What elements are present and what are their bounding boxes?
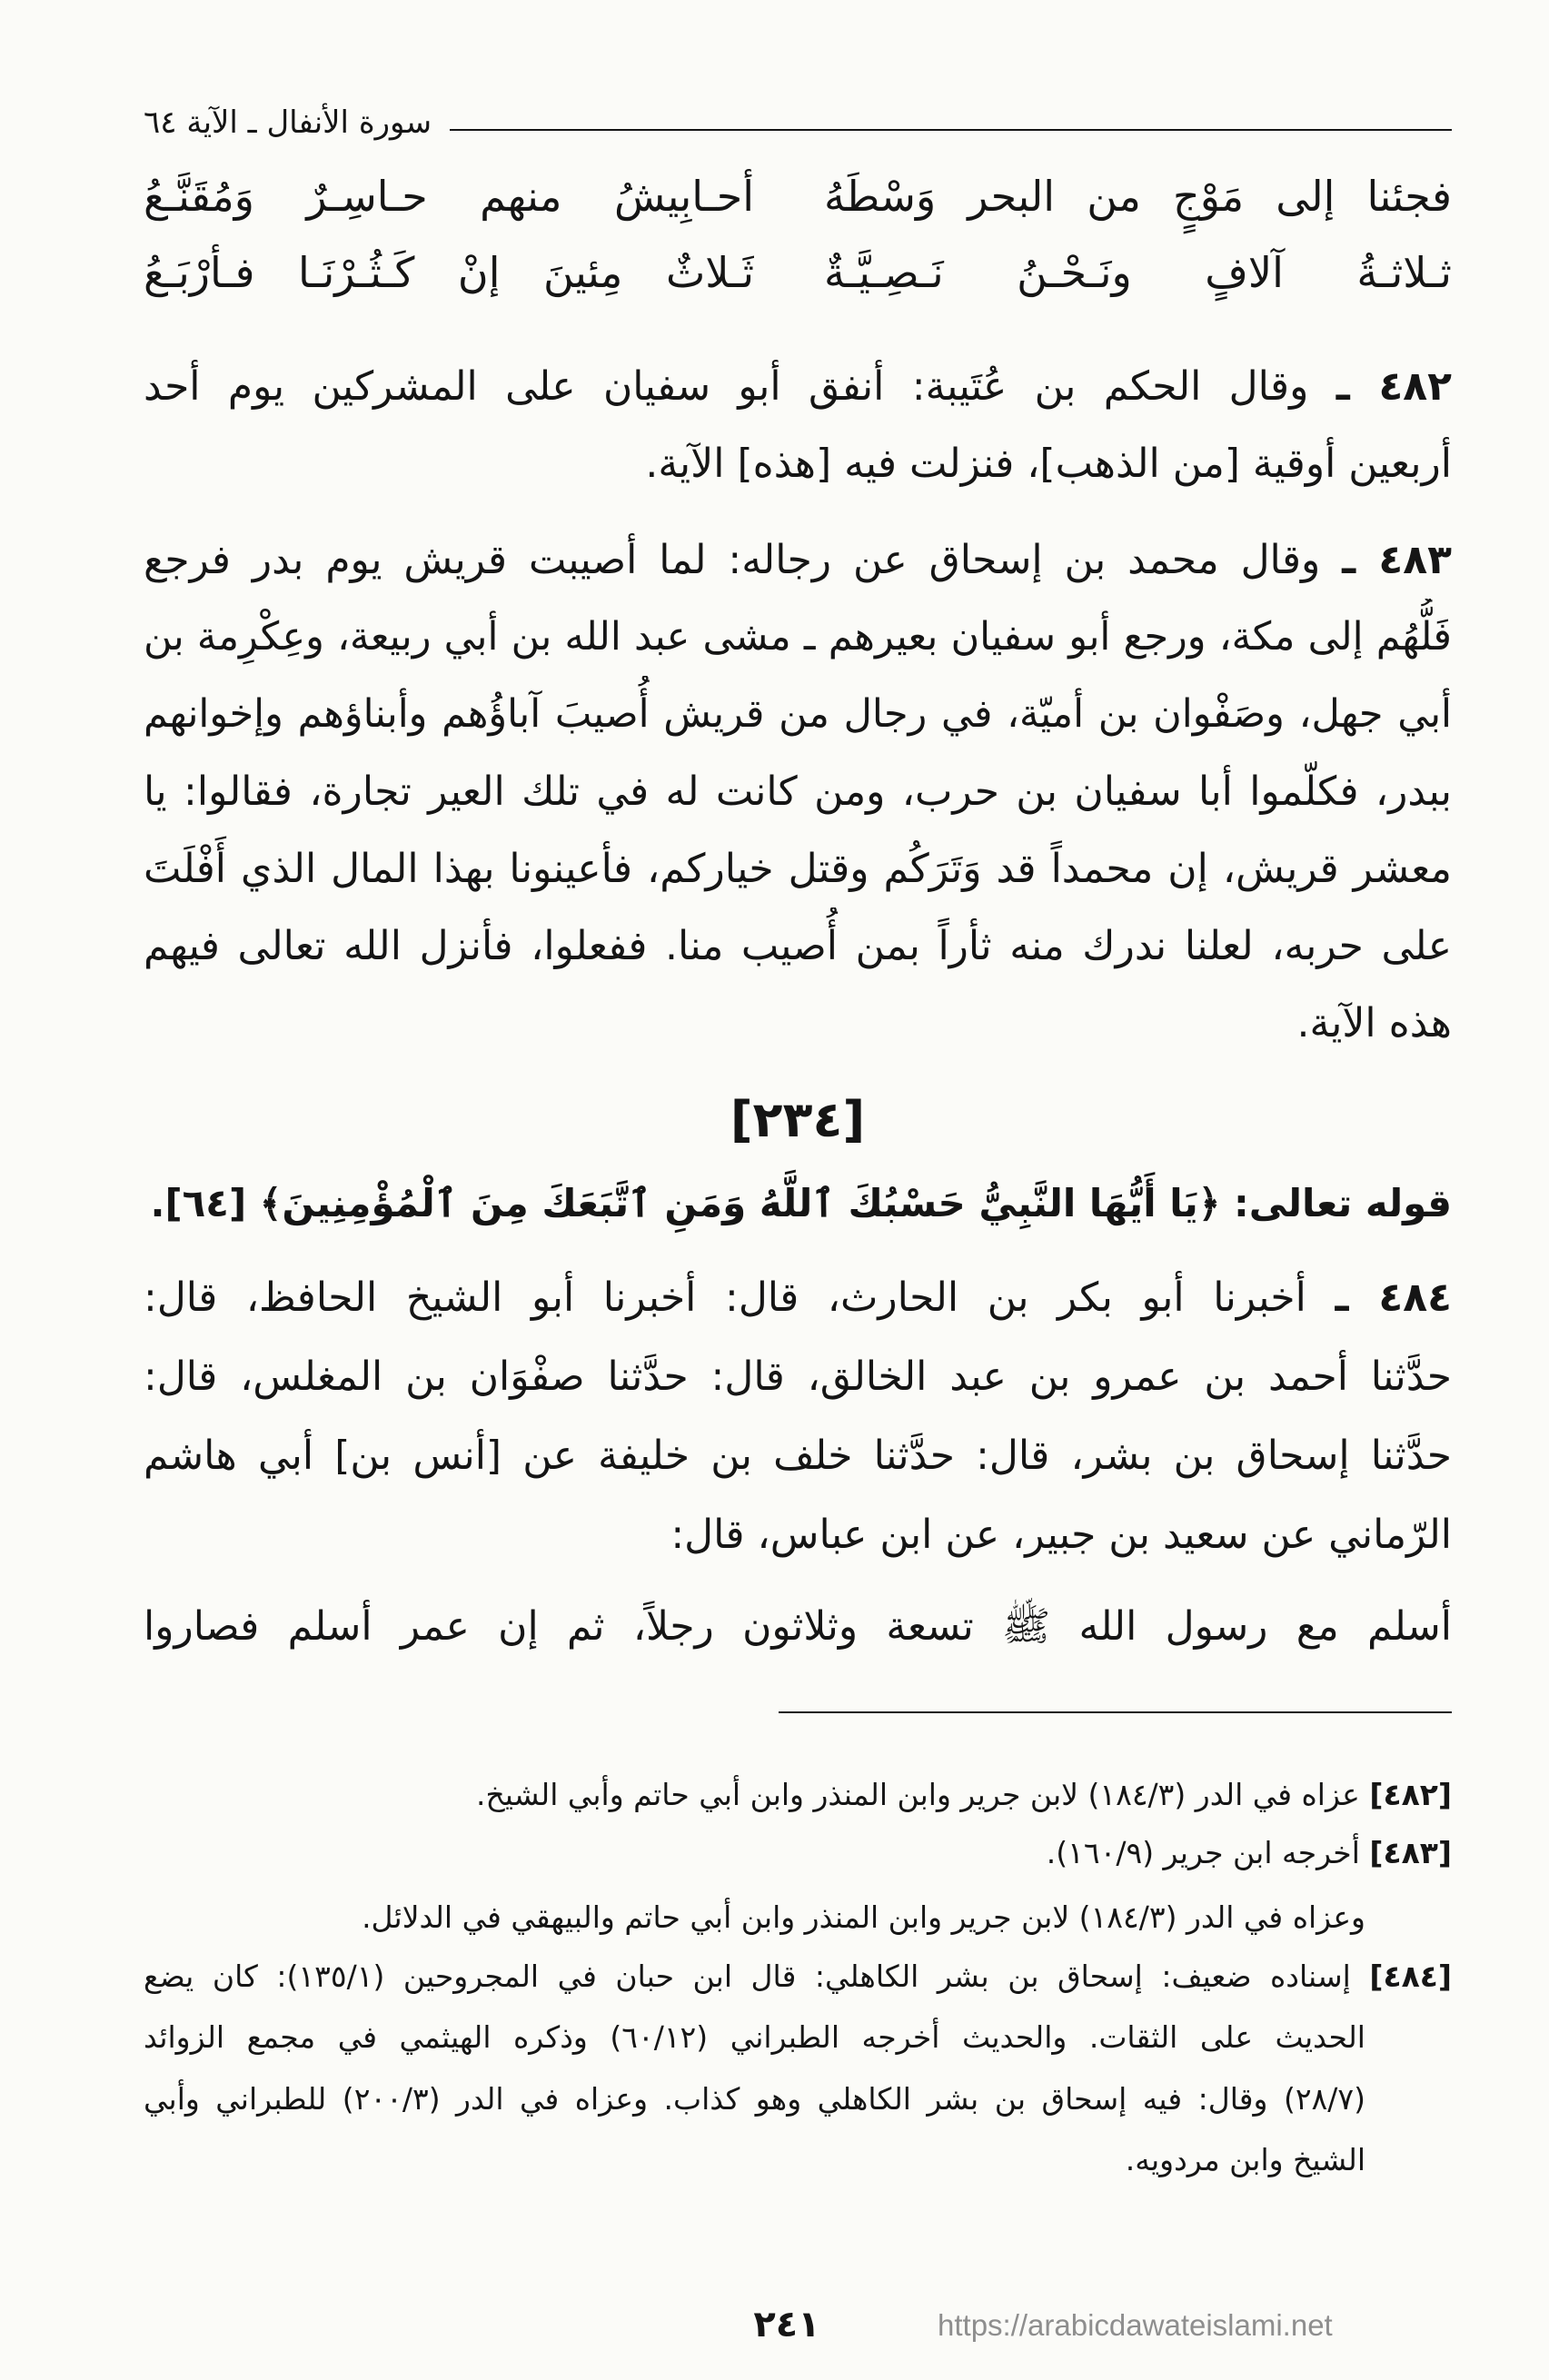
report-number: ٤٨٢ ـ	[1336, 363, 1452, 410]
report-483-line-6: على حربه، لعلنا ندرك منه ثأراً بمن أُصيب منا. ففعلوا، فأنزل الله تعالى فيهم	[144, 923, 1452, 969]
poem-verse-1-first-hemistich: فجئنا إلى مَوْجٍ من البحر وَسْطَهُ	[824, 172, 1452, 221]
footnote-484-line-1	[144, 1947, 1452, 2007]
report-483-line-4: ببدر، فكلّموا أبا سفيان بن حرب، ومن كانت له في تلك العير تجارة، فقالوا: يا	[144, 769, 1452, 815]
running-header-title: سورة الأنفال ـ الآية ٦٤	[144, 104, 432, 141]
report-483-line-7: هذه الآية.	[1296, 1000, 1452, 1046]
running-header-rule	[450, 129, 1452, 131]
poem-verse-1-second-hemistich: أحـابِيشُ منهم حـاسِـرٌ وَمُقَنَّـعُ	[144, 172, 754, 221]
report-483-line-5: معشر قريش، إن محمداً قد وَتَرَكُم وقتل خياركم، فأعينونا بهذا المال الذي أَفْلَتَ	[144, 846, 1452, 892]
footnote-separator	[779, 1711, 1452, 1713]
report-483-line-3: أبي جهل، وصَفْوان بن أميّة، في رجال من قريش أُصيبَ آباؤُهم وأبناؤهم وإخوانهم	[144, 691, 1452, 737]
footnote-ref: [٤٨٤]	[1369, 1959, 1452, 1994]
footnote-483-line-2: وعزاه في الدر (١٨٤/٣) لابن جرير وابن المنذر وابن أبي حاتم والبيهقي في الدلائل.	[362, 1899, 1365, 1935]
report-text: وقال الحكم بن عُتَيبة: أنفق أبو سفيان على المشركين يوم أحد	[144, 363, 1309, 410]
footnote-ref: [٤٨٢]	[1369, 1777, 1452, 1812]
report-number: ٤٨٤ ـ	[1335, 1274, 1452, 1321]
hadith-text-line: أسلم مع رسول الله ﷺ تسعة وثلاثون رجلاً، ثم إن عمر أسلم فصاروا	[144, 1603, 1452, 1650]
footnote-text: أخرجه ابن جرير (١٦٠/٩).	[1046, 1835, 1360, 1870]
quran-verse-line: قوله تعالى: ﴿يَا أَيُّهَا النَّبِيُّ حَسْبُكَ ٱللَّهُ وَمَنِ ٱتَّبَعَكَ مِنَ ٱلْمُؤْمِنِينَ﴾ [٦٤].	[150, 1181, 1452, 1225]
report-484-line-4: الرّماني عن سعيد بن جبير، عن ابن عباس، قال:	[670, 1512, 1452, 1558]
report-483-line-2: فَلُّهُم إلى مكة، ورجع أبو سفيان بعيرهم ـ مشى عبد الله بن أبي ربيعة، وعِكْرِمة بن	[144, 614, 1452, 659]
report-482-line-2: أربعين أوقية [من الذهب]، فنزلت فيه [هذه] الآية.	[645, 441, 1452, 487]
footnote-484-line-3: (٢٨/٧) وقال: فيه إسحاق بن بشر الكاهلي وهو كذاب. وعزاه في الدر (٢٠٠/٣) للطبراني وأبي	[144, 2081, 1365, 2117]
footnote-484-line-4: الشيخ وابن مردويه.	[1125, 2142, 1365, 2177]
report-text: وقال محمد بن إسحاق عن رجاله: لما أصيبت قريش يوم بدر فرجع	[144, 537, 1321, 583]
report-484-line-1	[144, 1259, 1452, 1336]
footnote-483-line-1	[144, 1823, 1452, 1883]
page-number: ٢٤١	[753, 2304, 820, 2345]
report-text: أخبرنا أبو بكر بن الحارث، قال: أخبرنا أبو الشيخ الحافظ، قال:	[144, 1274, 1306, 1321]
report-number: ٤٨٣ ـ	[1342, 537, 1452, 583]
footnote-text: إسناده ضعيف: إسحاق بن بشر الكاهلي: قال ابن حبان في المجروحين (١٣٥/١): كان يضع	[144, 1959, 1351, 1994]
running-header	[144, 96, 1452, 149]
footnote-482-line-1	[144, 1765, 1452, 1825]
report-484-line-3: حدَّثنا إسحاق بن بشر، قال: حدَّثنا خلف بن خليفة عن [أنس بن] أبي هاشم	[144, 1433, 1452, 1479]
footnote-text: عزاه في الدر (١٨٤/٣) لابن جرير وابن المنذر وابن أبي حاتم وأبي الشيخ.	[475, 1777, 1360, 1812]
section-number: [٢٣٤]	[730, 1091, 866, 1148]
footnote-ref: [٤٨٣]	[1369, 1835, 1452, 1870]
footnote-484-line-2: الحديث على الثقات. والحديث أخرجه الطبراني (٦٠/١٢) وذكره الهيثمي في مجمع الزوائد	[144, 2019, 1365, 2055]
report-482-line-1	[144, 348, 1452, 425]
poem-verse-2-second-hemistich: ثَـلاثٌ مِئينَ إنْ كَـثُـرْنَـا فـأرْبَـعُ	[144, 248, 754, 297]
report-484-line-2: حدَّثنا أحمد بن عمرو بن عبد الخالق، قال: حدَّثنا صفْوَان بن المغلس، قال:	[144, 1354, 1452, 1400]
poem-verse-2-first-hemistich: ثـلاثـةُ آلافٍ ونَـحْـنُ نَـصِـيَّـةٌ	[824, 248, 1452, 297]
watermark-url: https://arabicdawateislami.net	[938, 2308, 1333, 2342]
report-483-line-1	[144, 521, 1452, 599]
